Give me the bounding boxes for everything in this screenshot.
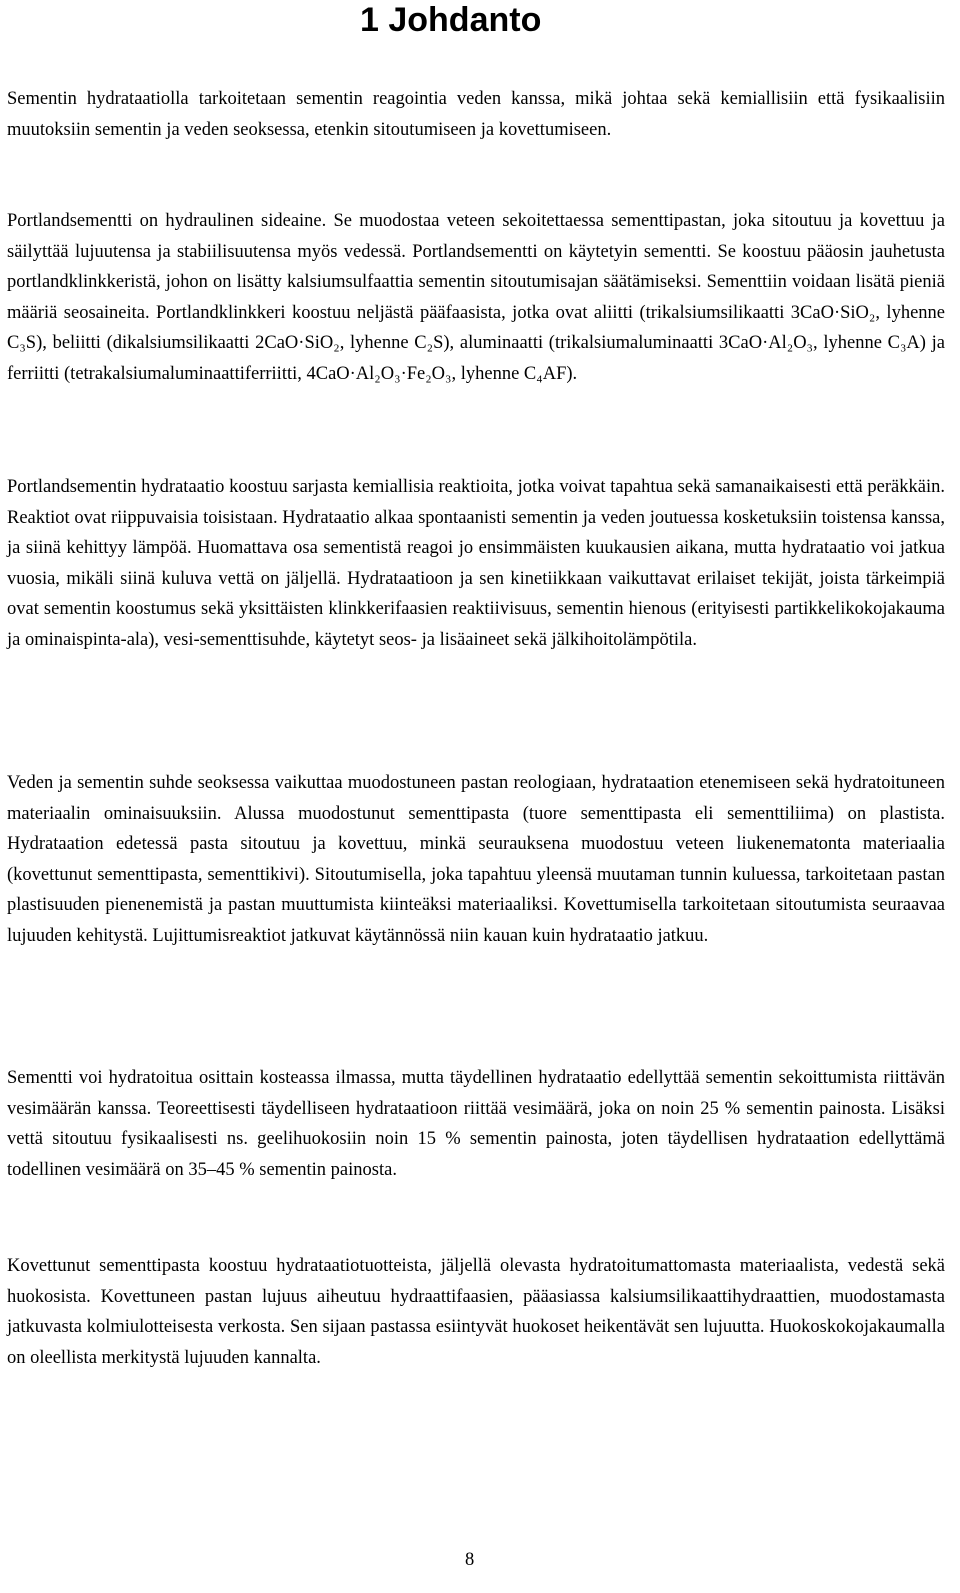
paragraph-water-cement-ratio: Veden ja sementin suhde seoksessa vaikuttaa muodostuneen pastan reologiaan, hydrataation etenemiseen sekä hydratoituneen materiaalin ominaisuuksiin. Alussa muodostunut sementtipasta (tuore sementtipasta eli sementtiliima) on plastista. Hydrataation edetessä pasta sitoutuu ja kovettuu, minkä seurauksena muodostuu veteen liukenematonta materiaalia (kovettunut sementtipasta, sementtikivi). Sitoutumisella, joka tapahtuu yleensä muutaman tunnin kuluessa, tarkoitetaan pastan plastisuuden pienenemistä ja pastan muuttumista kiinteäksi materiaaliksi. Kovettumisella tarkoitetaan sitoutumista seuraavaa lujuuden kehitystä. Lujittumisreaktiot jatkuvat käytännössä niin kauan kuin hydrataatio jatkuu. — [7, 773, 945, 946]
paragraph-hardened-paste: Kovettunut sementtipasta koostuu hydrataatiotuotteista, jäljellä olevasta hydratoitumattomasta materiaalista, vedestä sekä huokosista. Kovettuneen pastan lujuus aiheutuu hydraattifaasien, pääasiassa kalsiumsilikaattihydraattien, muodostamasta jatkuvasta kolmiulotteisesta verkosta. Sen sijaan pastassa esiintyvät huokoset heikentävät sen lujuutta. Huokoskokojakaumalla on oleellista merkitystä lujuuden kannalta. — [7, 1256, 945, 1368]
paragraph-hydration-reactions: Portlandsementin hydrataatio koostuu sarjasta kemiallisia reaktioita, jotka voivat tapahtua sekä samanaikaisesti että peräkkäin. Reaktiot ovat riippuvaisia toisistaan. Hydrataatio alkaa spontaanisti sementin ja veden joutuessa kosketuksiin toistensa kanssa, ja siinä kehittyy lämpöä. Huomattava osa sementistä reagoi jo ensimmäisten kuukausien aikana, mutta hydrataatio voi jatkua vuosia, mikäli siinä kuluva vettä on jäljellä. Hydrataatioon ja sen kinetiikkaan vaikuttavat erilaiset tekijät, joista tärkeimpiä ovat sementin koostumus sekä yksittäisten klinkkerifaasien reaktiivisuus, sementin hienous (erityisesti partikkelikokojakauma ja ominaispinta-ala), vesi-sementtisuhde, käytetyt seos- ja lisäaineet sekä jälkihoitolämpötila. — [7, 477, 945, 650]
page-title: 1 Johdanto — [360, 1, 542, 39]
page-number: 8 — [465, 1550, 475, 1570]
paragraph-hydration-definition: Sementin hydrataatiolla tarkoitetaan sementin reagointia veden kanssa, mikä johtaa sekä kemiallisiin että fysikaalisiin muutoksiin sementin ja veden seoksessa, etenkin sitoutumiseen ja kovettumiseen. — [7, 89, 945, 140]
paragraph-portland-cement: Portlandsementti on hydraulinen sideaine. Se muodostaa veteen sekoitettaessa sementtipastan, joka sitoutuu ja kovettuu ja säilyttää lujuutensa ja stabiilisuutensa myös vedessä. Portlandsementti on käytetyin sementti. Se koostuu pääosin jauhetusta portlandklinkkeristä, johon on lisätty kalsiumsulfaattia sementin sitoutumisajan säätämiseksi. Sementtiin voidaan lisätä pieniä määriä seosaineita. Portlandklinkkeri koostuu neljästä pääfaasista, jotka ovat aliitti (trikalsiumsilikaatti 3CaO·SiO₂, lyhenne C₃S), beliitti (dikalsiumsilikaatti 2CaO·SiO₂, lyhenne C₂S), aluminaatti (trikalsiumaluminaatti 3CaO·Al₂O₃, lyhenne C₃A) ja ferriitti (tetrakalsiumaluminaattiferriitti, 4CaO·Al₂O₃·Fe₂O₃, lyhenne C₄AF). — [7, 211, 945, 384]
paragraph-water-amount: Sementti voi hydratoitua osittain kosteassa ilmassa, mutta täydellinen hydrataatio edellyttää sementin sekoittumista riittävän vesimäärän kanssa. Teoreettisesti täydelliseen hydrataatioon riittää vesimäärä, joka on noin 25 % sementin painosta. Lisäksi vettä sitoutuu fysikaalisesti ns. geelihuokosiin noin 15 % sementin painosta, joten täydellisen hydrataation edellyttämä todellinen vesimäärä on 35–45 % sementin painosta. — [7, 1068, 945, 1180]
